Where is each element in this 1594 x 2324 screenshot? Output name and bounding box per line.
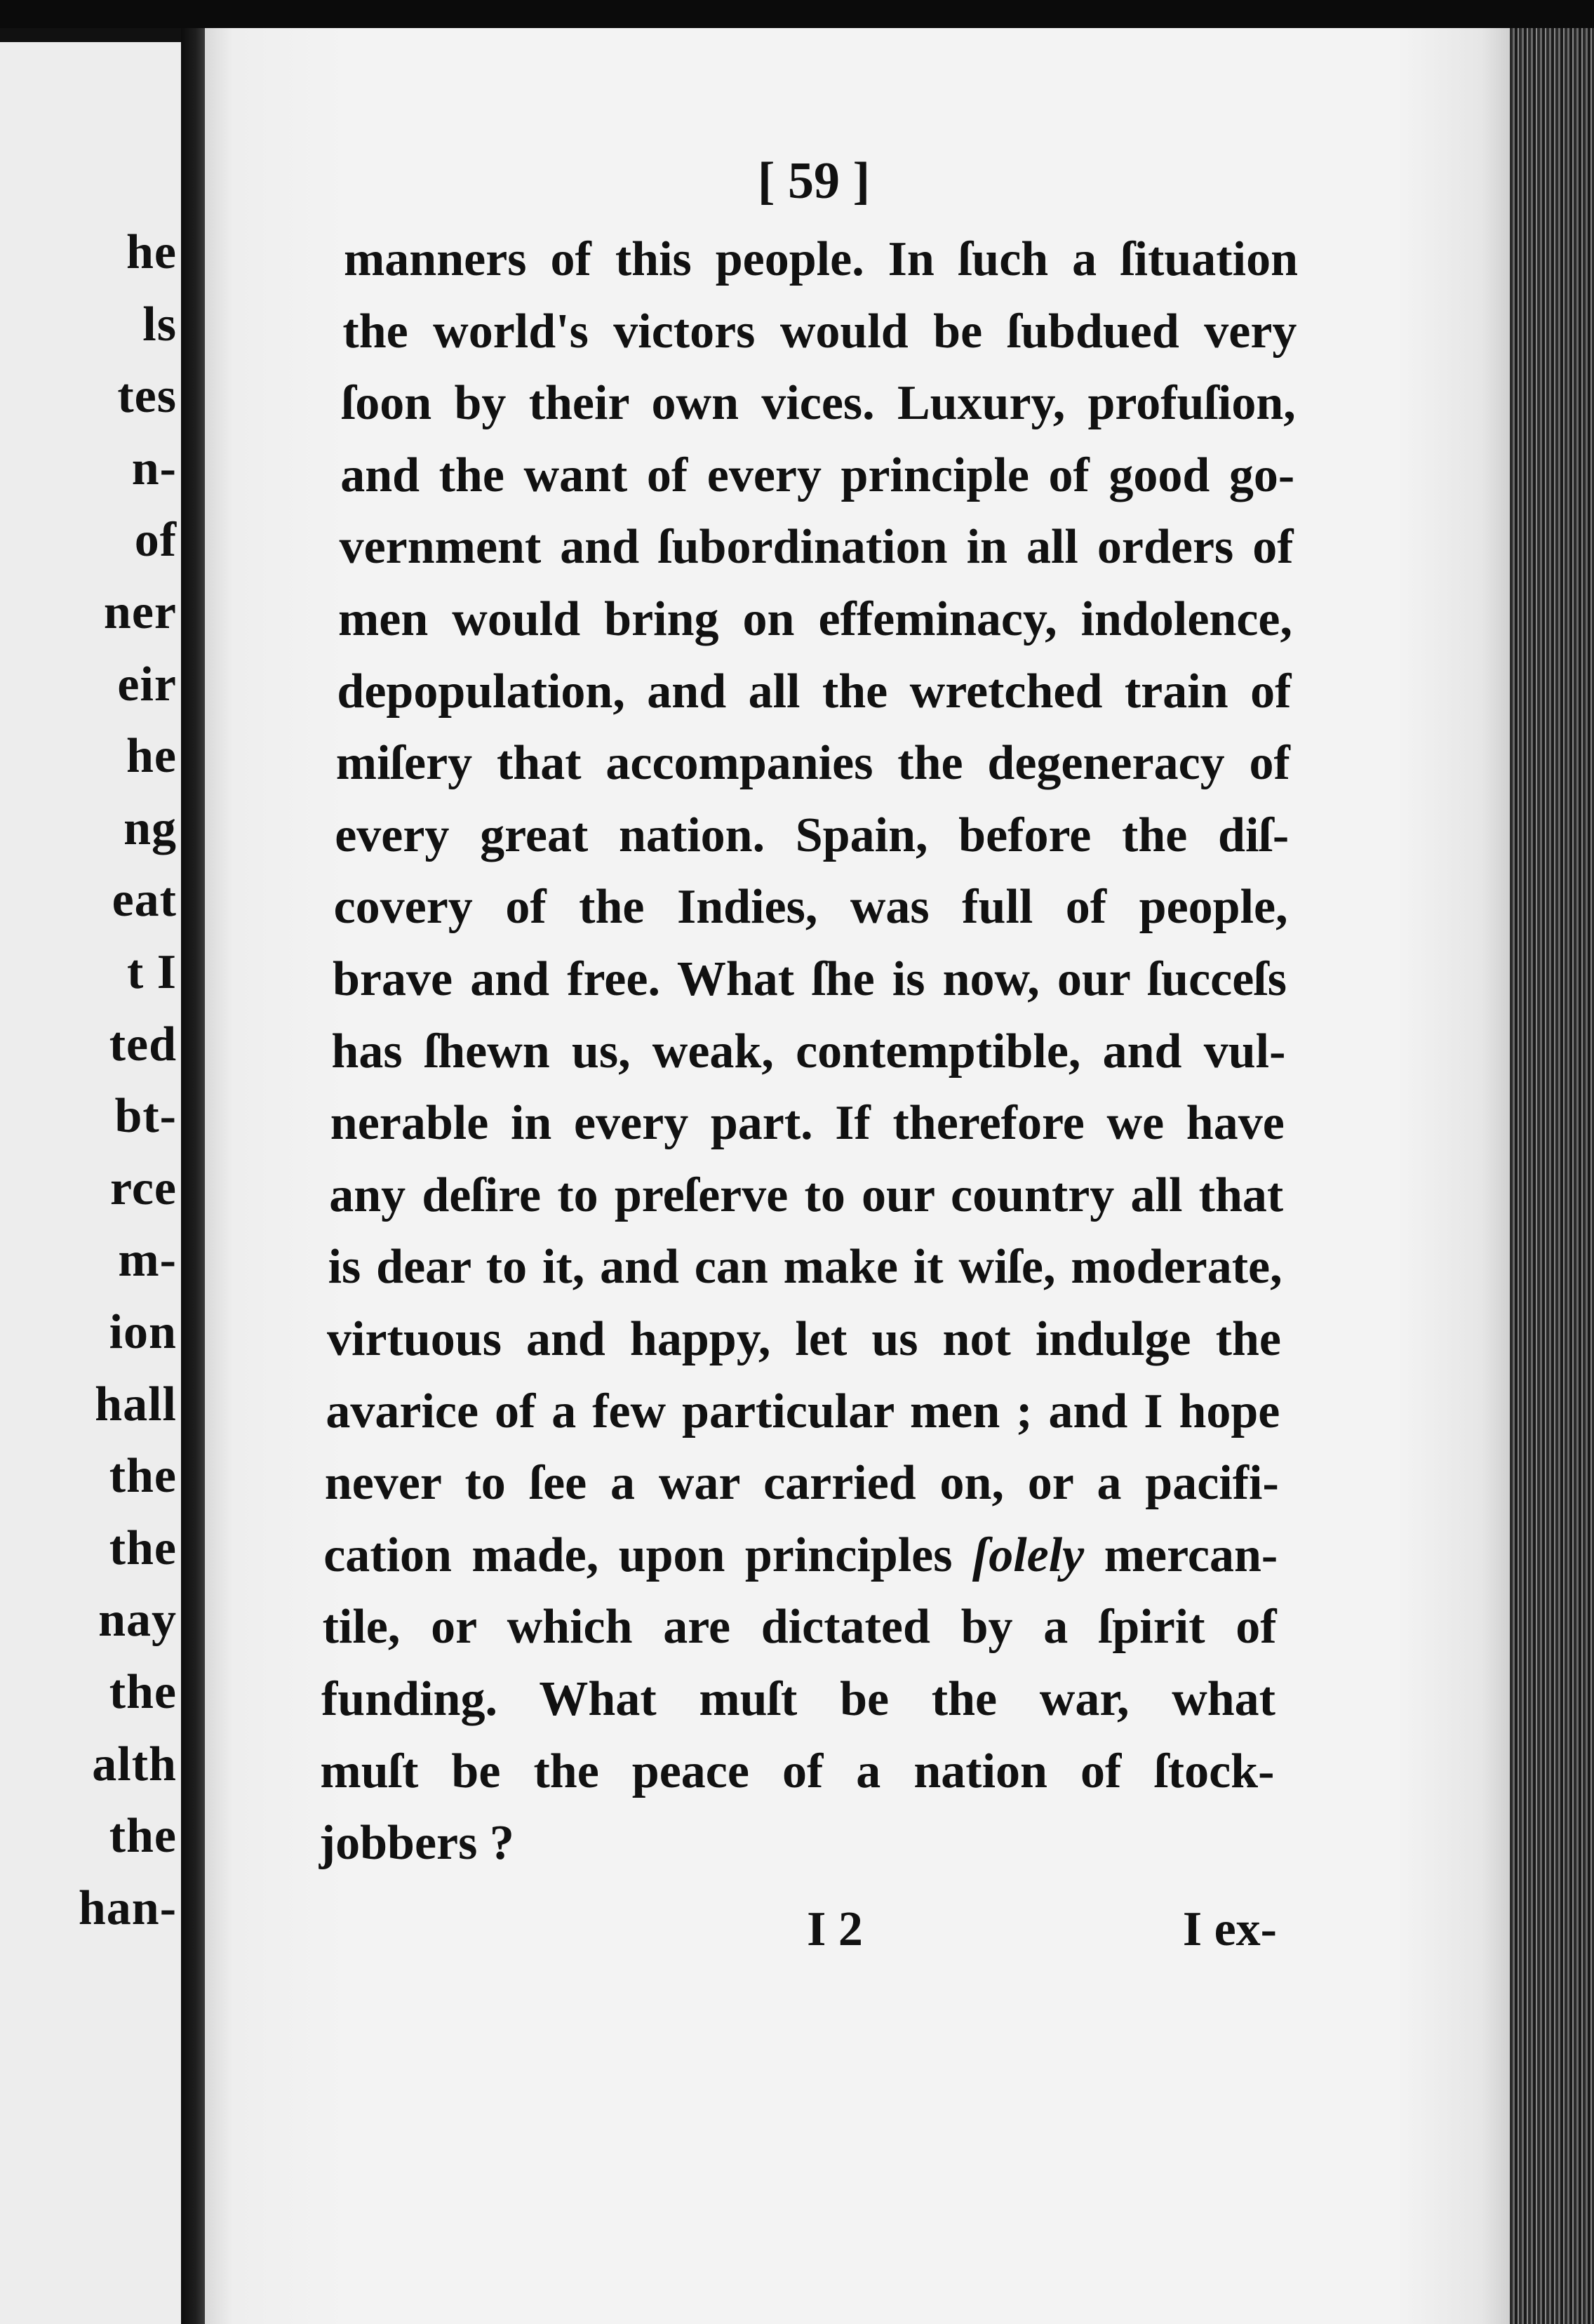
facing-page-fragment: m- bbox=[118, 1233, 177, 1288]
text-line: depopulation, and all the wretched train of bbox=[337, 664, 1292, 719]
facing-page-fragment: eir bbox=[117, 657, 177, 712]
italic-word: ſolely bbox=[972, 1528, 1085, 1582]
facing-page-fragment: ted bbox=[109, 1017, 177, 1071]
text-line: jobbers ? bbox=[319, 1816, 514, 1871]
page-number: [ 59 ] bbox=[757, 152, 871, 210]
book-gutter bbox=[181, 28, 205, 2324]
text-line: brave and free. What ſhe is now, our ſucceſs bbox=[333, 952, 1287, 1006]
facing-page-fragment: tes bbox=[117, 369, 177, 424]
signature-mark: I 2 bbox=[807, 1902, 863, 1956]
text-line: the world's victors would be ſubdued very bbox=[342, 304, 1297, 359]
facing-page-fragment: n- bbox=[131, 441, 177, 495]
facing-page-fragment: eat bbox=[112, 873, 177, 928]
text-line: tile, or which are dictated by a ſpirit of bbox=[322, 1600, 1277, 1655]
text-line: is dear to it, and can make it wiſe, moderate, bbox=[328, 1240, 1282, 1295]
text-line: muſt be the peace of a nation of ſtock- bbox=[320, 1744, 1275, 1798]
facing-page-fragment: han- bbox=[78, 1881, 177, 1935]
facing-page-fragment: of bbox=[134, 513, 177, 568]
facing-page-fragment: he bbox=[126, 225, 177, 279]
text-line: has ſhewn us, weak, contemptible, and vul- bbox=[331, 1024, 1286, 1078]
text-line: covery of the Indies, was full of people, bbox=[333, 880, 1288, 935]
facing-page-fragment: he bbox=[126, 729, 177, 784]
page-stack-edges bbox=[1510, 28, 1594, 2324]
text-line bbox=[323, 1528, 1278, 1584]
text-line: avarice of a few particular men ; and I hope bbox=[326, 1384, 1280, 1438]
text-segment: cation made, upon principles bbox=[323, 1528, 953, 1582]
text-line: nerable in every part. If therefore we have bbox=[330, 1096, 1285, 1151]
facing-page-fragment: the bbox=[109, 1665, 177, 1719]
text-line: funding. What muſt be the war, what bbox=[321, 1672, 1275, 1726]
facing-page-fragment: hall bbox=[95, 1377, 177, 1431]
text-line: and the want of every principle of good go- bbox=[340, 448, 1295, 502]
facing-page-fragment: rce bbox=[110, 1161, 177, 1215]
scan-top-border bbox=[0, 0, 1594, 28]
text-line: virtuous and happy, let us not indulge the bbox=[327, 1312, 1281, 1366]
text-line: every great nation. Spain, before the diſ- bbox=[335, 808, 1290, 862]
facing-page-fragment: ng bbox=[123, 801, 177, 855]
facing-page-fragment: the bbox=[109, 1521, 177, 1575]
text-line: miſery that accompanies the degeneracy of bbox=[335, 736, 1290, 791]
facing-page-fragment: bt- bbox=[114, 1089, 177, 1144]
facing-page-fragment: ls bbox=[142, 297, 177, 352]
text-line: ſoon by their own vices. Luxury, profuſion, bbox=[341, 376, 1296, 431]
text-line: manners of this people. In ſuch a ſituation bbox=[344, 232, 1298, 286]
catchword: I ex- bbox=[1182, 1902, 1277, 1956]
text-segment: mercan- bbox=[1104, 1528, 1278, 1582]
facing-page-fragment: the bbox=[109, 1809, 177, 1864]
facing-page-fragment: t I bbox=[126, 945, 177, 999]
facing-page-fragment: ion bbox=[109, 1305, 177, 1359]
facing-page-fragment: ner bbox=[103, 585, 177, 639]
text-line: men would bring on effeminacy, indolence, bbox=[338, 592, 1292, 646]
facing-page-fragment: the bbox=[109, 1449, 177, 1504]
facing-page-fragment: alth bbox=[92, 1737, 177, 1791]
text-line: vernment and ſubordination in all orders of bbox=[339, 520, 1294, 575]
facing-page-fragment: nay bbox=[98, 1593, 177, 1648]
text-line: any deſire to preſerve to our country all that bbox=[329, 1168, 1284, 1222]
text-line: never to ſee a war carried on, or a pacifi- bbox=[324, 1456, 1279, 1511]
